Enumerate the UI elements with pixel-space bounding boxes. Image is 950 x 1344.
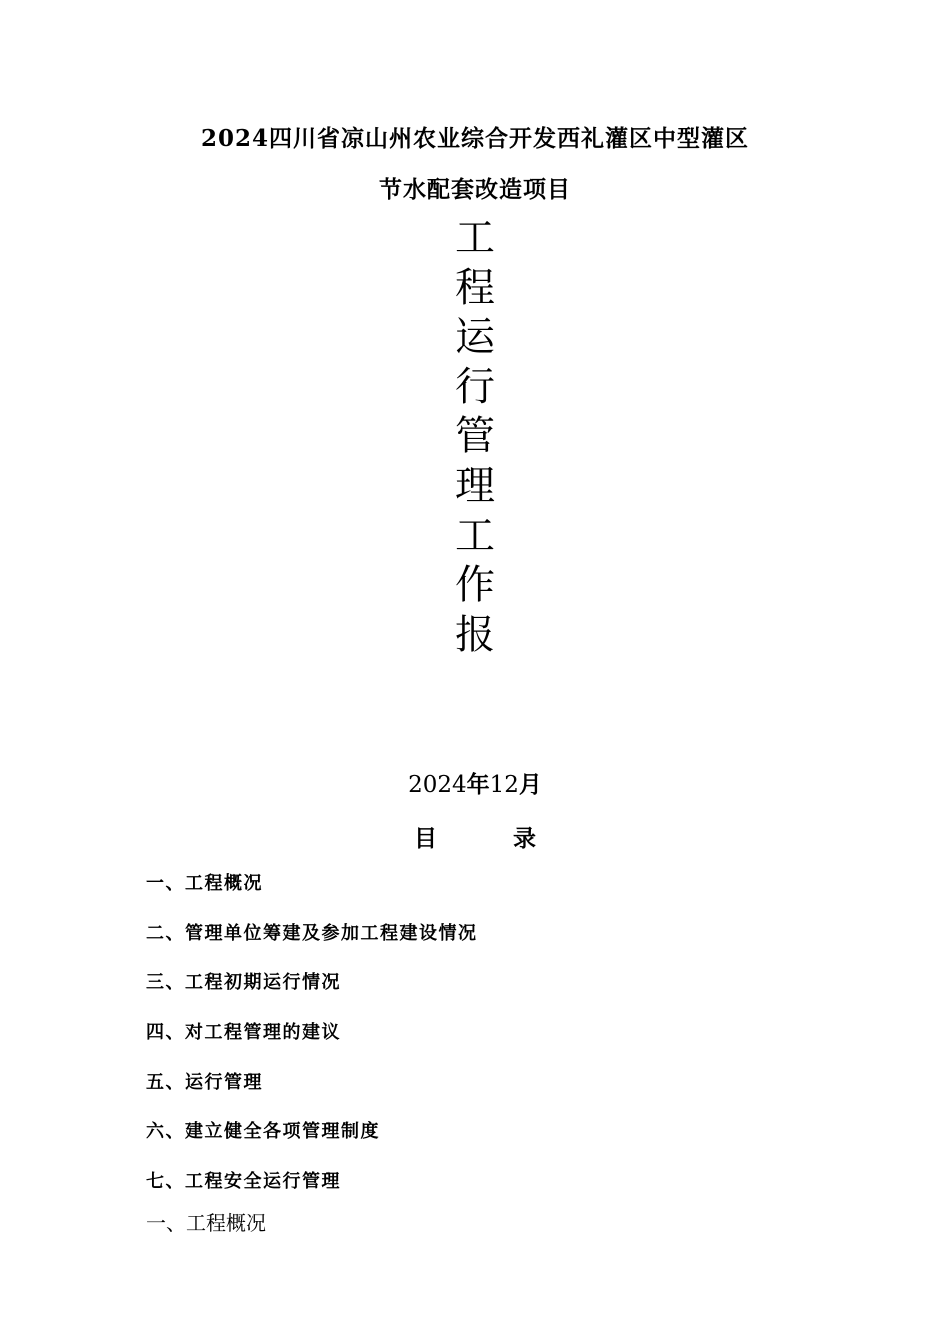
report-title-char: 报 (455, 611, 495, 658)
date-year-unit: 年 (466, 771, 490, 798)
project-title-line-2: 节水配套改造项目 (379, 176, 571, 203)
report-title-char: 行 (455, 363, 495, 410)
report-title-char: 工 (455, 512, 495, 559)
section-heading: 一、工程概况 (146, 1211, 266, 1235)
project-title-line-1: 2024四川省凉山州农业综合开发西礼灌区中型灌区 (200, 125, 749, 152)
date-year: 2024 (408, 772, 467, 798)
report-title-char: 理 (455, 462, 495, 509)
report-title-char: 作 (455, 562, 495, 609)
report-title-char: 程 (455, 264, 495, 311)
report-date (0, 766, 950, 799)
toc-heading-right: 录 (513, 826, 536, 852)
toc-item[interactable]: 四、对工程管理的建议 (146, 1022, 341, 1044)
toc-item[interactable]: 五、运行管理 (146, 1071, 263, 1093)
report-title-char: 运 (455, 314, 495, 361)
date-month-unit: 月 (518, 771, 542, 798)
date-month: 12 (489, 772, 519, 798)
toc-item[interactable]: 七、工程安全运行管理 (146, 1171, 341, 1193)
toc-item[interactable]: 二、管理单位筹建及参加工程建设情况 (146, 922, 478, 944)
report-title-char: 工 (455, 215, 495, 261)
toc-heading (0, 820, 950, 853)
table-of-contents (146, 872, 478, 1220)
report-title-vertical (0, 214, 950, 660)
toc-item[interactable]: 一、工程概况 (146, 873, 263, 894)
toc-heading-left: 目 (414, 826, 437, 852)
toc-item[interactable]: 三、工程初期运行情况 (146, 972, 341, 994)
report-title-char: 管 (455, 413, 495, 460)
toc-item[interactable]: 六、建立健全各项管理制度 (146, 1121, 380, 1143)
